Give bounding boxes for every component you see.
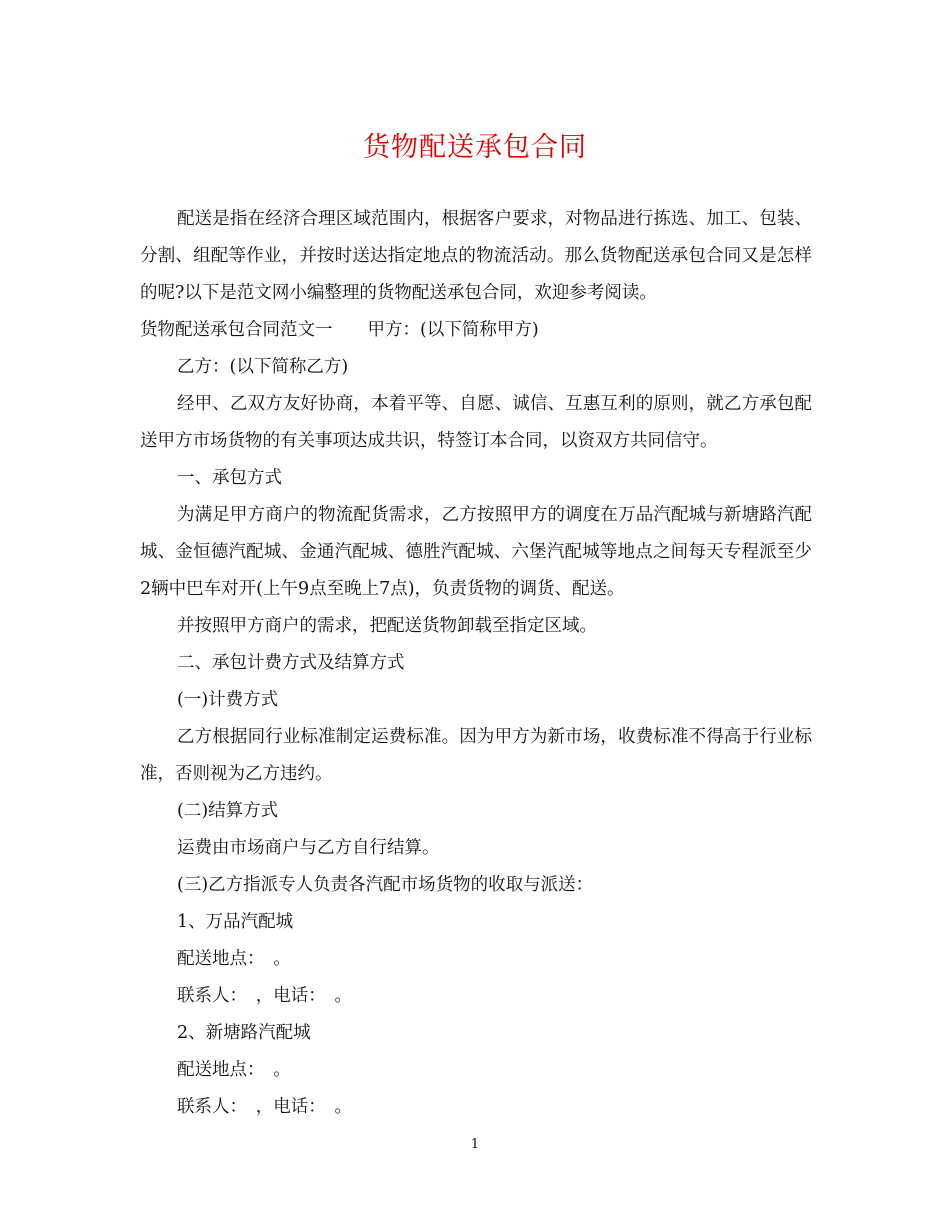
- agreement-paragraph: 经甲、乙双方友好协商，本着平等、自愿、诚信、互惠互利的原则，就乙方承包配送甲方市场货物的有关事项达成共识，特签订本合同，以资双方共同信守。: [140, 394, 812, 451]
- page-number: 1: [470, 1137, 480, 1152]
- billing-paragraph: 乙方根据同行业标准制定运费标准。因为甲方为新市场，收费标准不得高于行业标准，否则视为乙方违约。: [140, 727, 812, 784]
- section-heading-billing: 二、承包计费方式及结算方式: [177, 653, 405, 673]
- intro-paragraph: 配送是指在经济合理区域范围内，根据客户要求，对物品进行拣选、加工、包装、分割、组配等作业，并按时送达指定地点的物流活动。那么货物配送承包合同又是怎样的呢?以下是范文网小编整理的货物配送承包合同，欢迎参考阅读。: [140, 209, 812, 303]
- subheading-settlement: (二)结算方式: [177, 801, 279, 821]
- list-item: 联系人： ，电话： 。: [177, 986, 352, 1006]
- subheading-billing-method: (一)计费方式: [177, 690, 279, 710]
- list-item: 1、万品汽配城: [177, 912, 294, 932]
- contract-method-paragraph: 为满足甲方商户的物流配货需求，乙方按照甲方的调度在万品汽配城与新塘路汽配城、金恒德汽配城、金通汽配城、德胜汽配城、六堡汽配城等地点之间每天专程派至少2辆中巴车对开(上午9点至晚上7点)，负责货物的调货、配送。: [140, 505, 812, 599]
- list-item: 配送地点： 。: [177, 949, 291, 969]
- unloading-paragraph: 并按照甲方商户的需求，把配送货物卸载至指定区域。: [177, 616, 597, 636]
- section-heading-contract-method: 一、承包方式: [177, 468, 282, 488]
- sample-heading-party-a: 货物配送承包合同范文一 甲方：(以下简称甲方): [140, 320, 539, 340]
- document-title: 货物配送承包合同: [363, 132, 587, 163]
- settlement-paragraph: 运费由市场商户与乙方自行结算。: [177, 838, 440, 858]
- subheading-dispatch: (三)乙方指派专人负责各汽配市场货物的收取与派送：: [177, 875, 594, 895]
- list-item: 2、新塘路汽配城: [177, 1023, 311, 1043]
- list-item: 联系人： ，电话： 。: [177, 1097, 352, 1117]
- document-body: [140, 201, 812, 1126]
- list-item: 配送地点： 。: [177, 1060, 291, 1080]
- party-b-line: 乙方：(以下简称乙方): [177, 357, 349, 377]
